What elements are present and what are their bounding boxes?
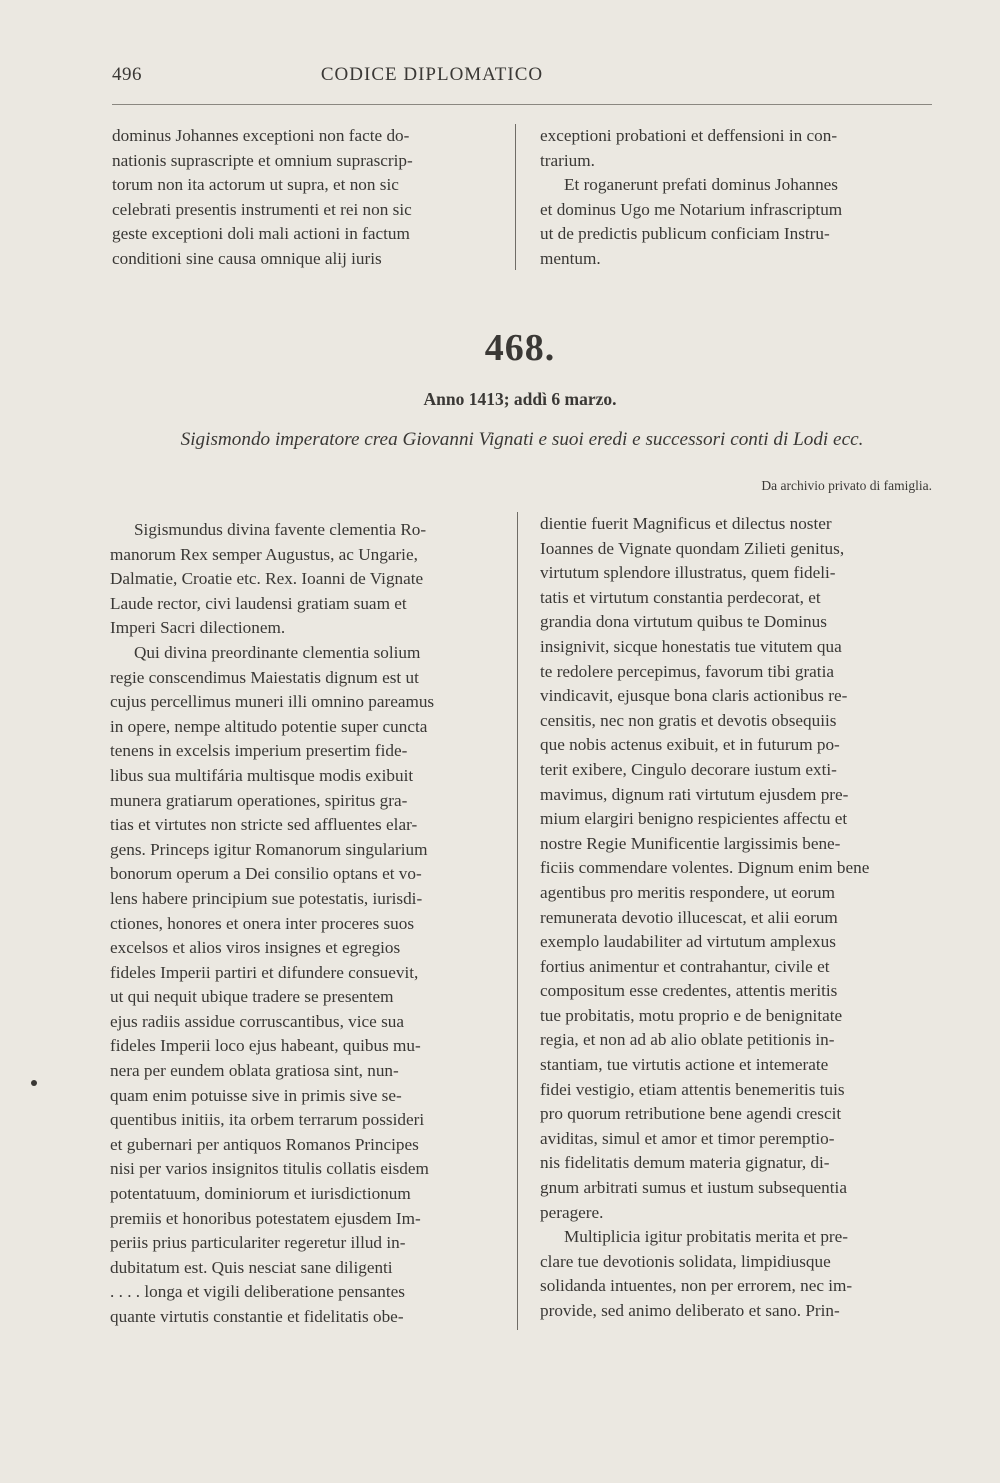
text-line: ejus radiis assidue corruscantibus, vice sua: [110, 1011, 405, 1031]
text-line: dubitatum est. Quis nesciat sane diligenti: [110, 1257, 393, 1277]
text-line: . . . . longa et vigili deliberatione pensantes: [110, 1282, 405, 1302]
text-line: mavimus, dignum rati virtutum ejusdem pre-: [540, 784, 849, 804]
text-line: torum non ita actorum ut supra, et non sic: [112, 175, 399, 195]
text-line: ut qui nequit ubique tradere se presentem: [110, 987, 394, 1007]
text-line: lens habere principium sue potestatis, iurisdi-: [110, 888, 423, 908]
text-line: nationis suprascripte et omnium suprascrip-: [112, 150, 413, 170]
text-line: virtutum splendore illustratus, quem fideli-: [540, 563, 836, 583]
page-header: [112, 64, 932, 94]
continuation-right-column: [540, 124, 932, 272]
text-line: conditioni sine causa omnique alij iuris: [112, 248, 382, 268]
text-line: vindicavit, ejusque bona claris actionibus re-: [540, 686, 848, 706]
text-line: periis prius particulariter regeretur illud in-: [110, 1233, 406, 1253]
body-right-column: [540, 512, 936, 1324]
text-line: Laude rector, civi laudensi gratiam suam et: [110, 593, 407, 613]
text-line: fideles Imperii partiri et difundere consuevit,: [110, 962, 419, 982]
text-line: quam enim potuisse sive in primis sive se-: [110, 1085, 402, 1105]
text-line: quante virtutis constantie et fidelitatis obe-: [110, 1307, 404, 1326]
text-line: ut de predictis publicum conficiam Instru-: [540, 224, 830, 244]
text-line: geste exceptioni doli mali actioni in factum: [112, 224, 410, 244]
text-line: provide, sed animo deliberato et sano. Prin-: [540, 1301, 840, 1320]
document-summary: Sigismondo imperatore crea Giovanni Vignati e suoi eredi e successori conti di Lodi ecc.: [180, 429, 864, 450]
text-line: aviditas, simul et amor et timor peremptio-: [540, 1128, 835, 1148]
text-line: cujus percellimus muneri illi omnino pareamus: [110, 692, 435, 712]
body-left-column: [110, 518, 498, 1330]
text-line: solidanda intuentes, non per errorem, nec im-: [540, 1276, 853, 1296]
text-line: mentum.: [540, 248, 601, 268]
text-line: dientie fuerit Magnificus et dilectus noster: [540, 514, 832, 533]
text-line: nisi per varios insignitos titulis collatis eisdem: [110, 1159, 429, 1179]
text-line: manorum Rex semper Augustus, ac Ungarie,: [110, 544, 418, 564]
text-line: et gubernari per antiquos Romanos Principes: [110, 1134, 419, 1154]
column-divider: [517, 512, 518, 1330]
text-line: terit exibere, Cingulo decorare iustum exti-: [540, 759, 837, 779]
document-number: 468.: [484, 327, 556, 369]
text-line: Imperi Sacri dilectionem.: [110, 618, 286, 638]
text-line: regia, et non ad ab alio oblate petitionis in-: [540, 1030, 835, 1050]
text-line: munera gratiarum operationes, spiritus gra-: [110, 790, 408, 810]
text-line: nis fidelitatis demum materia gignatur, di-: [540, 1153, 830, 1173]
text-line: stantiam, tue virtutis actione et intemerate: [540, 1055, 829, 1075]
text-line: tatis et virtutum constantia perdecorat, et: [540, 587, 821, 607]
text-line: quentibus initiis, ita orbem terrarum possideri: [110, 1110, 425, 1130]
text-line: compositum esse credentes, attentis meritis: [540, 981, 838, 1001]
text-line: remunerata devotio illucescat, et alii eorum: [540, 907, 838, 927]
text-line: exemplo laudabiliter ad virtutum amplexus: [540, 932, 836, 952]
text-line: grandia dona virtutum quibus te Dominus: [540, 612, 827, 632]
text-line: dominus Johannes exceptioni non facte do-: [112, 126, 410, 145]
text-line: libus sua multifária multisque modis exibuit: [110, 765, 414, 785]
text-line: et dominus Ugo me Notarium infrascriptum: [540, 199, 843, 219]
text-line: regie conscendimus Maiestatis dignum est ut: [110, 667, 419, 687]
text-line: Qui divina preordinante clementia solium: [134, 642, 421, 662]
text-line: tias et virtutes non stricte sed affluentes elar-: [110, 815, 418, 835]
continuation-left-column: [112, 124, 494, 272]
text-line: Dalmatie, Croatie etc. Rex. Ioanni de Vignate: [110, 569, 424, 589]
text-line: Sigismundus divina favente clementia Ro-: [134, 520, 427, 539]
text-line: Ioannes de Vignate quondam Zilieti genitus,: [540, 538, 845, 558]
ink-speck: [31, 1080, 37, 1086]
text-line: que nobis actenus exibuit, et in futurum po-: [540, 735, 840, 755]
text-line: Multiplicia igitur probitatis merita et pre-: [564, 1227, 848, 1247]
text-line: premiis et honoribus potestatem ejusdem Im-: [110, 1208, 421, 1228]
page-number: 496: [112, 64, 142, 85]
text-line: excelsos et alios viros insignes et egregios: [110, 938, 401, 958]
text-line: potentatuum, dominiorum et iurisdictionum: [110, 1184, 411, 1204]
text-line: in opere, nempe altitudo potentie super cuncta: [110, 716, 428, 736]
document-date: Anno 1413; addì 6 marzo.: [423, 389, 617, 409]
text-line: mium elargiri benigno respicientes affectu et: [540, 809, 848, 829]
text-line: ctiones, honores et onera inter proceres suos: [110, 913, 415, 933]
text-line: bonorum operum a Dei consilio optans et vo-: [110, 864, 422, 884]
text-line: gnum arbitrati sumus et iustum subsequentia: [540, 1178, 847, 1198]
text-line: pro quorum retributione bene agendi crescit: [540, 1104, 842, 1124]
text-line: exceptioni probationi et deffensioni in con-: [540, 126, 838, 145]
running-title: CODICE DIPLOMATICO: [320, 64, 544, 85]
text-line: insignivit, sicque honestatis tue vitutem qua: [540, 636, 842, 656]
text-line: censitis, nec non gratis et devotis obsequiis: [540, 710, 837, 730]
text-line: nera per eundem oblata gratiosa sint, nun-: [110, 1061, 399, 1081]
text-line: gens. Princeps igitur Romanorum singularium: [110, 839, 428, 859]
text-line: tue probitatis, motu proprio e de benignitate: [540, 1005, 843, 1025]
text-line: fidei vestigio, etiam attentis benemeritis tuis: [540, 1079, 845, 1099]
document-source: Da archivio privato di famiglia.: [761, 478, 932, 493]
text-line: clare tue devotionis solidata, limpidiusque: [540, 1251, 831, 1271]
text-line: agentibus pro meritis respondere, ut eorum: [540, 882, 835, 902]
text-line: Et roganerunt prefati dominus Johannes: [564, 175, 838, 195]
header-rule: [112, 104, 932, 105]
text-line: tenens in excelsis imperium presertim fide-: [110, 741, 408, 761]
text-line: peragere.: [540, 1202, 604, 1222]
text-line: te redolere percepimus, favorum tibi gratia: [540, 661, 834, 681]
text-line: fortius animentur et contrahantur, civile et: [540, 956, 830, 976]
text-line: fideles Imperii loco ejus habeant, quibus mu-: [110, 1036, 421, 1056]
text-line: trarium.: [540, 150, 595, 170]
text-line: celebrati presentis instrumenti et rei non sic: [112, 199, 412, 219]
text-line: ficiis commendare volentes. Dignum enim bene: [540, 858, 870, 878]
text-line: nostre Regie Munificentie largissimis bene-: [540, 833, 841, 853]
column-divider: [515, 124, 516, 270]
